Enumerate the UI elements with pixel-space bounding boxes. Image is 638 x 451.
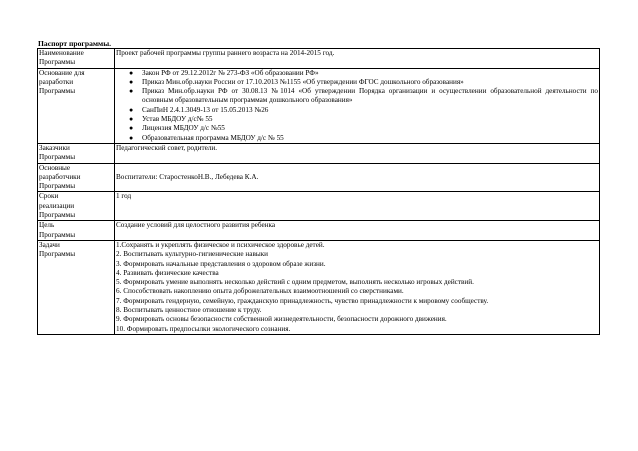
label-line: Основание для [39, 68, 85, 77]
list-item: 6. Способствовать накоплению опыта доброжелательных взаимоотношений со сверстниками. [116, 287, 404, 296]
label-line: реализации [39, 201, 75, 210]
list-item: 2. Воспитывать культурно-гигиенические навыки [116, 250, 269, 259]
list-item: ● СанПиН 2.4.1.3049-13 от 15.05.2013 №26 [129, 105, 269, 114]
list-item: 8. Воспитывать ценностное отношение к труду. [116, 306, 262, 315]
tasks-list [116, 241, 598, 334]
basis-value [115, 68, 600, 143]
label-line: Программы [39, 230, 76, 239]
list-item: ● Лицензия МБДОУ д/с №55 [129, 124, 225, 133]
list-item: 4. Развивать физические качества [116, 268, 219, 277]
label-line: Программы [39, 153, 76, 162]
bullet-icon: ● [129, 87, 134, 96]
list-item: 1.Сохранять и укреплять физическое и психическое здоровье детей. [116, 240, 325, 249]
row-program-name [38, 49, 600, 69]
goal-value: Создание условий для целостного развития ребенка [115, 221, 600, 241]
bullet-icon: ● [129, 124, 134, 133]
list-item: ● Образовательная программа МБДОУ д/с № 55 [129, 133, 284, 142]
bullet-icon: ● [129, 133, 134, 142]
list-item: 3. Формировать начальные представления о здоровом образе жизни. [116, 259, 326, 268]
label-line: Заказчики [39, 143, 70, 152]
label-cell [38, 143, 115, 163]
bullet-icon: ● [129, 115, 134, 124]
label-line: Программы [39, 211, 76, 220]
list-item: ● Устав МБДОУ д/с№ 55 [129, 115, 213, 124]
label-line: Программы [39, 250, 76, 259]
customers-value: Педагогический совет, родители. [115, 143, 600, 163]
label-line: разработки [39, 77, 74, 86]
passport-page [37, 39, 600, 335]
bullet-icon: ● [129, 77, 134, 86]
row-tasks [38, 240, 600, 334]
list-item: 7. Формировать гендерную, семейную, гражданскую принадлежность, чувство принадлежности к мировому сообществу. [116, 296, 489, 305]
bullet-icon: ● [129, 105, 134, 114]
label-cell [38, 163, 115, 192]
label-cell [38, 49, 115, 69]
label-cell [38, 221, 115, 241]
row-basis [38, 68, 600, 143]
row-customers [38, 143, 600, 163]
label-line: разработчики [39, 172, 81, 181]
program-name-value: Проект рабочей программы группы раннего возраста на 2014-2015 год. [115, 49, 600, 69]
tasks-value [115, 240, 600, 334]
label-cell [38, 192, 115, 221]
label-line: Программы [39, 182, 76, 191]
label-line: Программы [39, 87, 76, 96]
label-line: Цель [39, 221, 55, 230]
bullet-icon: ● [129, 68, 134, 77]
label-line: Программы [39, 58, 76, 67]
label-line: Основные [39, 163, 71, 172]
passport-table [37, 48, 600, 335]
label-line: Задачи [39, 240, 60, 249]
developers-value: Воспитатели: СтаростенкоН.В., Лебедева К.А. [115, 163, 600, 192]
basis-list [116, 69, 598, 143]
document-title: Паспорт программы. [38, 39, 112, 48]
list-item: ● Закон РФ от 29.12.2012г № 273-ФЗ «Об образовании РФ» [129, 68, 319, 77]
row-terms [38, 192, 600, 221]
row-goal [38, 221, 600, 241]
list-item: 9. Формировать основы безопасности собственной жизнедеятельности, безопасности дорожного движения. [116, 315, 447, 324]
label-cell [38, 68, 115, 143]
list-item: 5. Формировать умение выполнять несколько действий с одним предметом, выполнять несколько игровых действий. [116, 278, 474, 287]
label-line: Наименование [39, 49, 84, 57]
list-item: ● Приказ Мин.обр.науки России от 17.10.2013 №1155 «Об утверждении ФГОС дошкольного образования» [129, 77, 464, 86]
label-cell [38, 240, 115, 334]
list-item: ● Приказ Мин.обр.науки РФ от 30.08.13 №1014 «Об утверждении Порядка организации и осуществлении образовательной деятельности по основным образовательным программам дошкольного образования» [129, 87, 598, 105]
label-line: Сроки [39, 192, 59, 201]
row-developers [38, 163, 600, 192]
terms-value: 1 год [115, 192, 600, 221]
list-item: 10. Формировать предпосылки экологического сознания. [116, 324, 291, 333]
